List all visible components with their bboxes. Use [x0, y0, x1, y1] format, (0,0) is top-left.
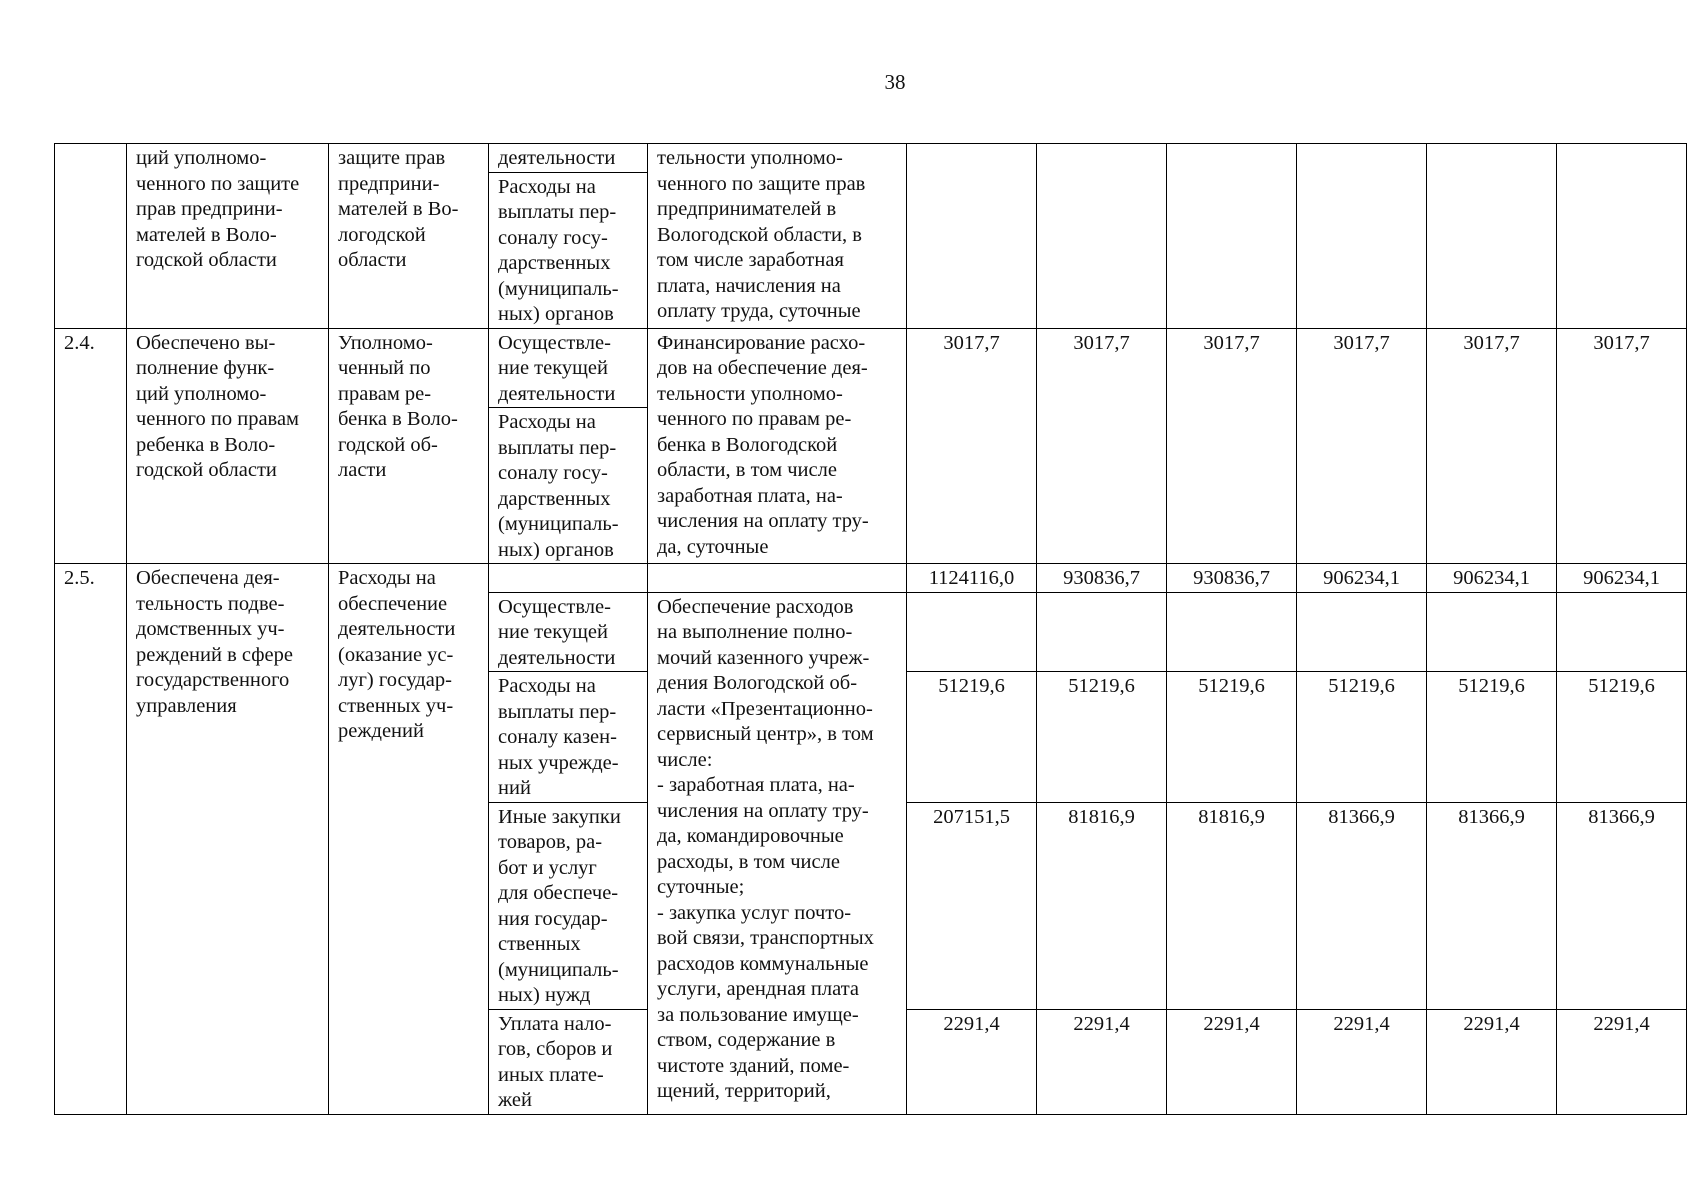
value-cell: 2291,4 — [1297, 1009, 1427, 1114]
page-number: 38 — [884, 70, 906, 94]
expense-type-cell: Осуществле- ние текущей деятельности — [489, 328, 648, 408]
value-cell: 51219,6 — [1297, 672, 1427, 803]
value-cell: 2291,4 — [1037, 1009, 1167, 1114]
value-cell: 51219,6 — [1167, 672, 1297, 803]
value-cell — [1037, 144, 1167, 329]
result-cell: ций уполномо- ченного по защите прав предприни- мателей в Воло- годской области — [127, 144, 329, 329]
measure-cell: защите прав предприни- мателей в Во- логодской области — [329, 144, 489, 329]
value-cell: 2291,4 — [1167, 1009, 1297, 1114]
description-cell: тельности уполномо- ченного по защите прав предпринимателей в Вологодской области, в том числе заработная плата, начисления на оплату труда, суточные — [648, 144, 907, 329]
measure-cell: Уполномо- ченный по правам ре- бенка в Воло- годской об- ласти — [329, 328, 489, 564]
expense-type-cell: Иные закупки товаров, ра- бот и услуг для обеспече- ния государ- ственных (муниципаль- ных) нужд — [489, 802, 648, 1009]
value-cell: 3017,7 — [1557, 328, 1687, 564]
value-cell — [907, 144, 1037, 329]
value-cell — [1037, 592, 1167, 672]
value-cell: 3017,7 — [1167, 328, 1297, 564]
total-value-cell: 906234,1 — [1557, 564, 1687, 593]
budget-table — [54, 143, 1687, 1115]
row-number — [55, 144, 127, 329]
total-value-cell: 906234,1 — [1427, 564, 1557, 593]
description-cell — [648, 564, 907, 593]
table-row — [55, 328, 1687, 408]
result-cell: Обеспечено вы- полнение функ- ций уполномо- ченного по правам ребенка в Воло- годской области — [127, 328, 329, 564]
value-cell: 51219,6 — [1557, 672, 1687, 803]
total-value-cell: 906234,1 — [1297, 564, 1427, 593]
value-cell: 2291,4 — [1557, 1009, 1687, 1114]
table-row — [55, 144, 1687, 173]
value-cell: 51219,6 — [1427, 672, 1557, 803]
expense-type-cell — [489, 564, 648, 593]
value-cell: 81366,9 — [1297, 802, 1427, 1009]
value-cell — [1167, 144, 1297, 329]
value-cell: 3017,7 — [1037, 328, 1167, 564]
value-cell: 3017,7 — [1297, 328, 1427, 564]
row-number: 2.5. — [55, 564, 127, 1115]
value-cell: 51219,6 — [1037, 672, 1167, 803]
measure-cell: Расходы на обеспечение деятельности (оказание ус- луг) государ- ственных уч- реждений — [329, 564, 489, 1115]
value-cell — [1427, 144, 1557, 329]
description-cell: Обеспечение расходов на выполнение полно- мочий казенного учреж- дения Вологодской об- ласти «Презентационно- сервисный центр», в том числе: - заработная плата, на- числения на оплату тру- да, командировочные расходы, в том числе суточные; - закупка услуг почто- вой связи, транспортных расходов коммунальные услуги, арендная плата за пользование имуще- ством, содержание в чистоте зданий, поме- щений, территорий, — [648, 592, 907, 1114]
value-cell — [907, 592, 1037, 672]
value-cell: 51219,6 — [907, 672, 1037, 803]
value-cell — [1557, 144, 1687, 329]
table-row — [55, 564, 1687, 593]
value-cell: 2291,4 — [907, 1009, 1037, 1114]
value-cell: 81366,9 — [1427, 802, 1557, 1009]
value-cell — [1427, 592, 1557, 672]
result-cell: Обеспечена дея- тельность подве- домственных уч- реждений в сфере государственного управления — [127, 564, 329, 1115]
value-cell: 207151,5 — [907, 802, 1037, 1009]
value-cell: 2291,4 — [1427, 1009, 1557, 1114]
value-cell: 3017,7 — [1427, 328, 1557, 564]
value-cell: 81366,9 — [1557, 802, 1687, 1009]
value-cell — [1297, 144, 1427, 329]
value-cell: 3017,7 — [907, 328, 1037, 564]
total-value-cell: 930836,7 — [1037, 564, 1167, 593]
value-cell — [1297, 592, 1427, 672]
expense-type-cell: Осуществле- ние текущей деятельности — [489, 592, 648, 672]
value-cell — [1557, 592, 1687, 672]
value-cell: 81816,9 — [1167, 802, 1297, 1009]
value-cell: 81816,9 — [1037, 802, 1167, 1009]
total-value-cell: 1124116,0 — [907, 564, 1037, 593]
total-value-cell: 930836,7 — [1167, 564, 1297, 593]
expense-type-cell: Расходы на выплаты пер- соналу казен- ных учрежде- ний — [489, 672, 648, 803]
value-cell — [1167, 592, 1297, 672]
expense-type-cell: Уплата нало- гов, сборов и иных плате- жей — [489, 1009, 648, 1114]
expense-type-cell: Расходы на выплаты пер- соналу госу- дарственных (муниципаль- ных) органов — [489, 172, 648, 328]
expense-type-cell: Расходы на выплаты пер- соналу госу- дарственных (муниципаль- ных) органов — [489, 408, 648, 564]
description-cell: Финансирование расхо- дов на обеспечение дея- тельности уполномо- ченного по правам ре- бенка в Вологодской области, в том числе заработная плата, на- числения на оплату тру- да, суточные — [648, 328, 907, 564]
expense-type-cell: деятельности — [489, 144, 648, 173]
row-number: 2.4. — [55, 328, 127, 564]
